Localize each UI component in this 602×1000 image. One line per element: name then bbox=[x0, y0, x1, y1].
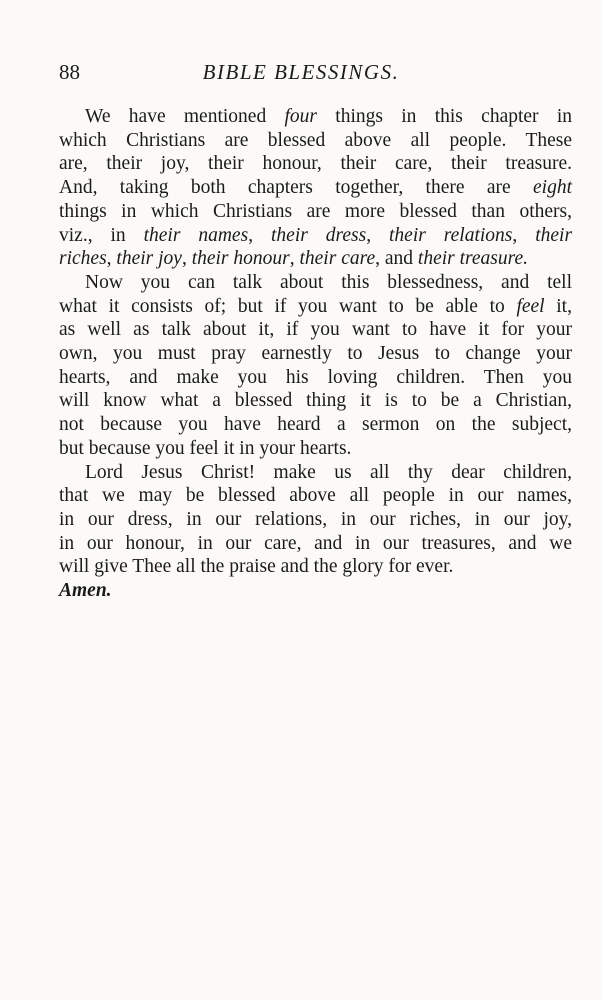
text-line: not because you have heard a sermon on the subject, bbox=[59, 414, 572, 436]
body-text bbox=[59, 105, 572, 603]
text-line: which Christians are blessed above all people. These bbox=[59, 129, 572, 151]
paragraph bbox=[59, 461, 572, 580]
text-line: will know what a blessed thing it is to be a Christian, bbox=[59, 390, 572, 412]
text-line: riches, their joy, their honour, their care, and their treasure. bbox=[59, 248, 529, 270]
running-head-title: BIBLE BLESSINGS. bbox=[202, 60, 400, 84]
text-line: hearts, and make you his loving children. Then you bbox=[59, 366, 572, 388]
text-line: what it consists of; but if you want to be able to feel it, bbox=[59, 295, 572, 317]
paragraph bbox=[59, 271, 572, 461]
paragraphs bbox=[59, 105, 572, 579]
text-line: will give Thee all the praise and the glory for ever. bbox=[59, 556, 454, 578]
page-number: 88 bbox=[59, 60, 80, 84]
text-line: Lord Jesus Christ! make us all thy dear children, bbox=[85, 461, 572, 483]
text-line: are, their joy, their honour, their care, their treasure. bbox=[59, 153, 572, 175]
paragraph bbox=[59, 105, 572, 271]
text-line: but because you feel it in your hearts. bbox=[59, 437, 352, 459]
text-line: in our dress, in our relations, in our riches, in our joy, bbox=[59, 508, 572, 530]
text-line: as well as talk about it, if you want to have it for your bbox=[59, 319, 572, 341]
text-line: Now you can talk about this blessedness, and tell bbox=[85, 271, 572, 293]
text-line: that we may be blessed above all people in our names, bbox=[59, 485, 572, 507]
text-line: viz., in their names, their dress, their relations, their bbox=[59, 224, 573, 246]
text-line: in our honour, in our care, and in our treasures, and we bbox=[59, 532, 572, 554]
text-line: own, you must pray earnestly to Jesus to change your bbox=[59, 343, 572, 365]
text-line: things in which Christians are more blessed than others, bbox=[59, 200, 572, 222]
closing-amen: Amen. bbox=[59, 580, 112, 602]
text-line: We have mentioned four things in this chapter in bbox=[85, 106, 572, 127]
text-line: And, taking both chapters together, there are eight bbox=[59, 177, 572, 199]
